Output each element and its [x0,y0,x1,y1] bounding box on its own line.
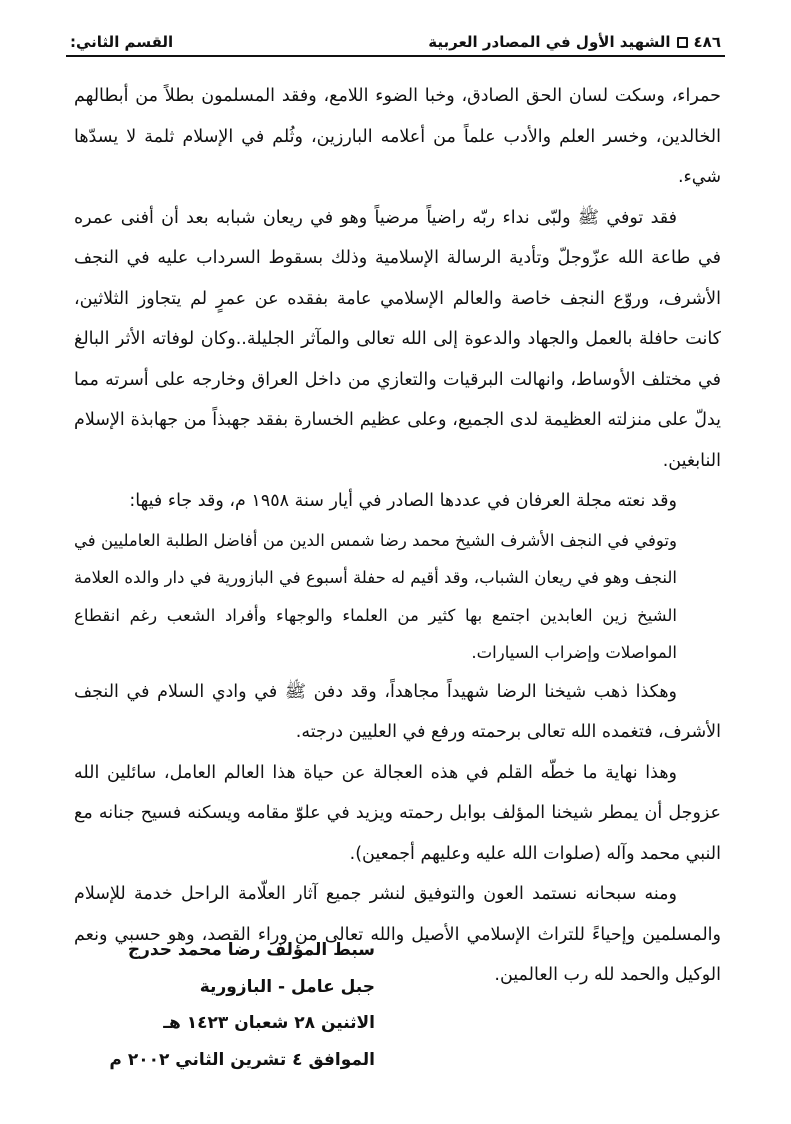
section-title: القسم الثاني: [70,33,174,51]
quoted-obituary: وتوفي في النجف الأشرف الشيخ محمد رضا شمس الدين من أفاضل الطلبة العامليين في النجف وهو في ريعان الشباب، وقد أقيم له حفلة أسبوع في البازورية في دار والده العلامة الشيخ زين العابدين اجتمع بها كثير من العلماء والوجهاء وأفراد الشعب رغم انقطاع المواصلات وإضراب السيارات. [74,530,677,662]
main-text [74,76,721,996]
paragraph-5: وهذا نهاية ما خطّه القلم في هذه العجالة عن حياة هذا العالم العامل، سائلين الله عزوجل أن يمطر شيخنا المؤلف بوابل رحمته ويزيد في علوّ مقامه ويسكنه فسيح جنانه مع النبي محمد وآله (صلوات الله عليه وعليهم أجمعين). [74,762,721,864]
paragraph-1: حمراء، وسكت لسان الحق الصادق، وخبا الضوء اللامع، وفقد المسلمون بطلاً من أبطالهم الخالدين، وخسر العلم والأدب علماً من أعلامه البارزين، وثُلم في الإسلام ثلمة لا يسدّها شيء. [74,86,721,187]
running-header [70,30,721,54]
header-rule [66,55,725,57]
signature-author: سبط المؤلف رضا محمد حدرج [127,940,375,960]
header-title-group [428,33,721,51]
signature-place: جبل عامل - البازورية [199,976,375,997]
page-number: ٤٨٦ [693,33,721,51]
paragraph-4: وهكذا ذهب شيخنا الرضا شهيداً مجاهداً، وقد دفن ﷺ في وادي السلام في النجف الأشرف، فتغمده الله تعالى برحمته ورفع في العليين درجته. [74,681,721,742]
signature-gregorian-date: الموافق ٤ تشرين الثاني ٢٠٠٢ م [109,1049,375,1070]
square-ornament-icon [677,37,688,48]
paragraph-3: وقد نعته مجلة العرفان في عددها الصادر في أيار سنة ١٩٥٨ م، وقد جاء فيها: [129,491,677,511]
book-title: الشهيد الأول في المصادر العربية [428,33,671,51]
paragraph-2: فقد توفي ﷺ ولبّى نداء ربّه راضياً مرضياً وهو في ريعان شبابه بعد أن أفنى عمره في طاعة الله عزّوجلّ وتأدية الرسالة الإسلامية وذلك بسقوط السرداب عليه في النجف الأشرف، وروّع النجف خاصة والعالم الإسلامي عامة بفقده عن عمرٍ لم يتجاوز الثلاثين، كانت حافلة بالعمل والجهاد والدعوة إلى الله تعالى والمآثر الجليلة..وكان لوفاته الأثر البالغ في مختلف الأوساط، وانهالت البرقيات والتعازي من داخل العراق وخارجه على أسرته مما يدلّ على منزلته العظيمة لدى الجميع، وعلى عظيم الخسارة بفقد جهبذاً من جهابذة الإسلام النابغين. [74,207,721,471]
signature-block [75,932,375,1078]
signature-hijri-date: الاثنين ٢٨ شعبان ١٤٢٣ هـ [163,1013,375,1033]
paragraph-6: ومنه سبحانه نستمد العون والتوفيق لنشر جميع آثار العلّامة الراحل خدمة للإسلام والمسلمين وإحياءً للتراث الإسلامي الأصيل والله تعالى من وراء القصد، وهو حسبي ونعم الوكيل والحمد لله رب العالمين. [74,884,721,985]
